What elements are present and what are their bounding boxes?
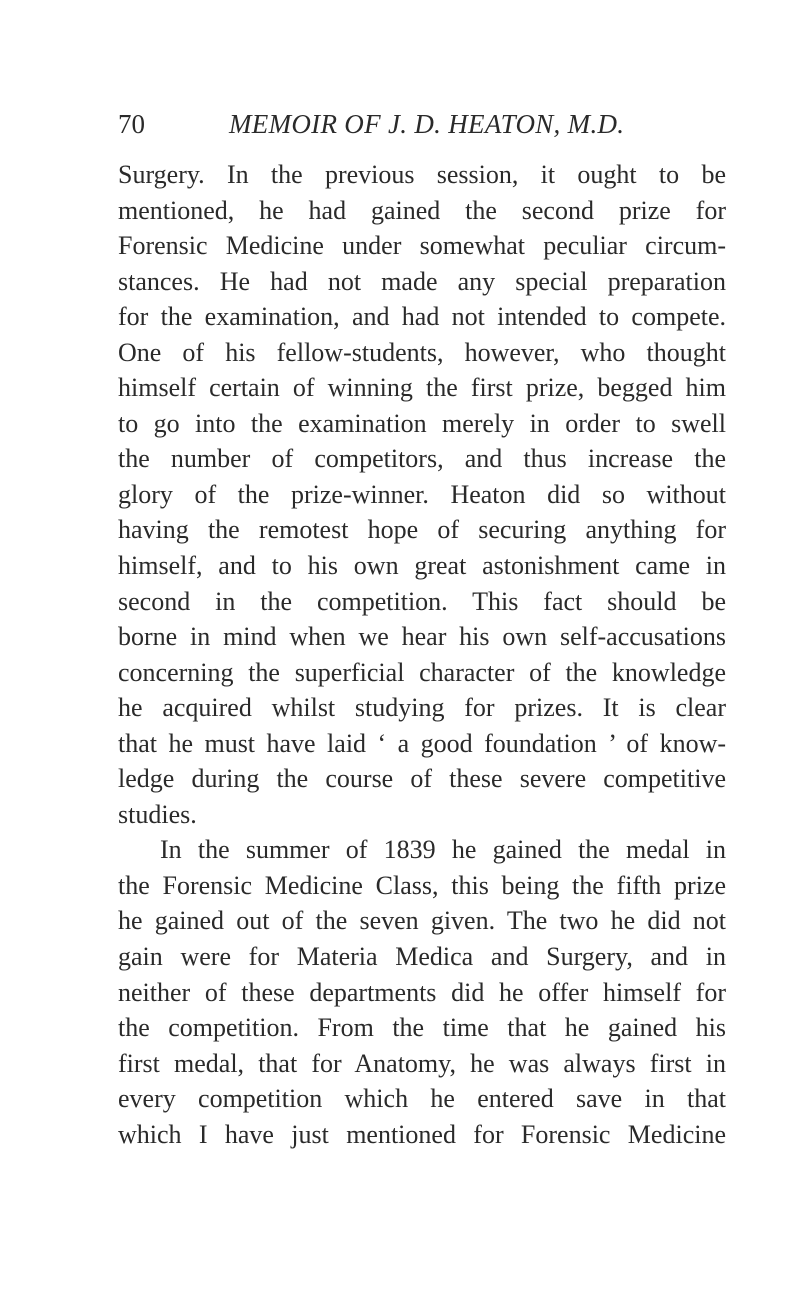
text-line: second in the competition. This fact should be: [118, 586, 726, 616]
text-line: he gained out of the seven given. The two he did not: [118, 906, 726, 936]
text-line: to go into the examination merely in order to swell: [118, 408, 726, 438]
text-line: stances. He had not made any special preparation: [118, 266, 726, 296]
text-line: the Forensic Medicine Class, this being the fifth prize: [118, 870, 726, 900]
text-line: having the remotest hope of securing anything for: [118, 515, 726, 545]
text-line: Forensic Medicine under somewhat peculiar circum-: [118, 231, 726, 261]
body-text: [118, 157, 726, 1152]
text-line: One of his fellow-students, however, who thought: [118, 337, 726, 367]
text-line: gain were for Materia Medica and Surgery, and in: [118, 942, 726, 972]
running-title: MEMOIR OF J. D. HEATON, M.D.: [229, 109, 625, 139]
text-line: In the summer of 1839 he gained the medal in: [160, 835, 726, 865]
text-line: he acquired whilst studying for prizes. It is clear: [118, 693, 726, 723]
text-line: himself, and to his own great astonishment came in: [118, 551, 726, 581]
text-line: mentioned, he had gained the second prize for: [118, 195, 726, 225]
text-line: concerning the superficial character of the knowledge: [118, 657, 726, 687]
text-line: himself certain of winning the first prize, begged him: [118, 373, 726, 403]
text-line: that he must have laid ‘ a good foundation ’ of know-: [118, 728, 726, 758]
page-header: [118, 106, 718, 142]
text-line: first medal, that for Anatomy, he was always first in: [118, 1048, 726, 1078]
text-line: the number of competitors, and thus increase the: [118, 444, 726, 474]
text-line: borne in mind when we hear his own self-accusations: [118, 622, 726, 652]
text-line: which I have just mentioned for Forensic Medicine: [118, 1119, 726, 1149]
text-line: ledge during the course of these severe competitive: [118, 764, 726, 794]
text-line: for the examination, and had not intended to compete.: [118, 302, 726, 332]
text-line: neither of these departments did he offer himself for: [118, 977, 726, 1007]
text-line: every competition which he entered save in that: [118, 1084, 726, 1114]
text-line: Surgery. In the previous session, it ought to be: [118, 160, 726, 189]
text-line: studies.: [118, 799, 197, 829]
text-line: the competition. From the time that he gained his: [118, 1013, 726, 1043]
text-line: glory of the prize-winner. Heaton did so without: [118, 479, 726, 509]
page-number: 70: [118, 109, 145, 139]
